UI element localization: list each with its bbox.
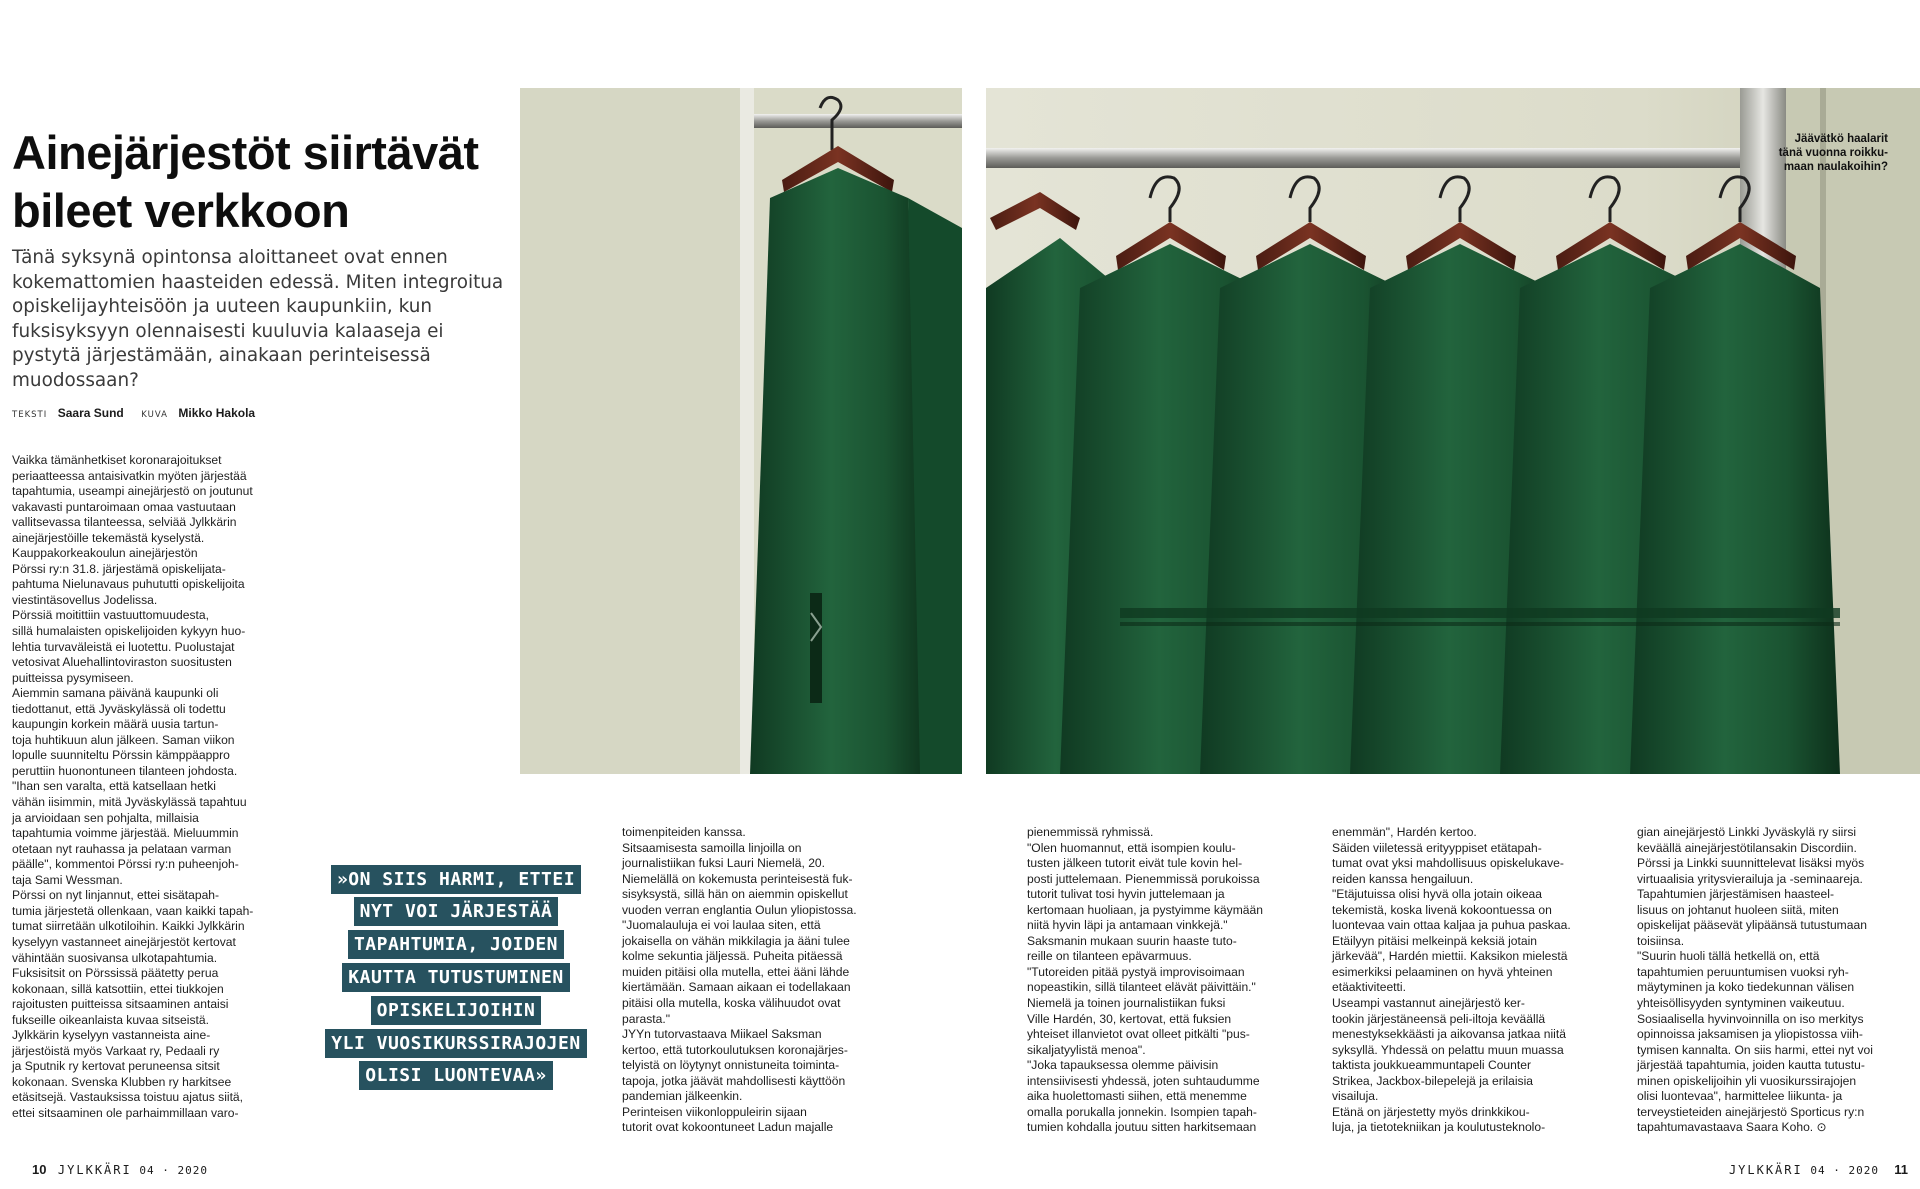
body-text-line: Jylkkärin kyselyyn vastanneista aine- [12, 1028, 211, 1043]
pull-quote-line: »ON SIIS HARMI, ETTEI [331, 865, 581, 894]
body-text-line: "Etäjutuissa olisi hyvä olla jotain oikeaa [1332, 887, 1543, 902]
body-text-line: keväällä ainejärjestötilansakin Discordiin. [1637, 840, 1857, 855]
photo-role-label: KUVA [141, 410, 168, 420]
body-text-line: tumien kohdalla joutuu sitten harkitsemaan [1027, 1120, 1257, 1135]
body-text-line: ja Sputnik ry kertovat peruneensa sitsit [12, 1059, 220, 1074]
body-text-line: olisi luontevaa", harmittelee liikunta- ja [1637, 1089, 1843, 1104]
body-text-line: tapoja, jotka jäävät mahdollisesti käyttöön [622, 1073, 846, 1088]
body-text-line: journalistiikan fuksi Lauri Niemelä, 20. [622, 856, 826, 871]
body-text-line: esimerkiksi pelaaminen on hyvä yhteinen [1332, 964, 1553, 979]
body-text-line: reille on tilanteen epävarmuus. [1027, 949, 1192, 964]
coveralls-photo [520, 88, 1920, 774]
footer-left [32, 1162, 208, 1177]
pull-quote-line: OLISI LUONTEVAA» [359, 1061, 552, 1090]
body-text-line: tookin järjestäneensä peli-iltoja keväällä [1332, 1011, 1546, 1026]
pull-quote-line: YLI VUOSIKURSSIRAJOJEN [325, 1029, 586, 1058]
body-text-line: tutorit ovat kokoontuneet Ladun majalle [622, 1120, 834, 1135]
body-text-line: tumat siirretään ulkotiloihin. Kaikki Jylkkärin [12, 919, 245, 934]
body-text-line: Pörssi on nyt linjannut, ettei sisätapah- [12, 888, 220, 903]
body-text-line: intensiivisesti yhdessä, joten suhtaudumme [1027, 1073, 1260, 1088]
body-text-line: järjestää tapahtumia, joiden kautta tutustu- [1637, 1058, 1865, 1073]
body-text-line: otetaan nyt rauhassa ja pelataan varman [12, 841, 232, 856]
body-text-line: lisuus on johtanut huoleen siitä, miten [1637, 902, 1839, 917]
body-text-line: vallitsevassa tilanteessa, selviää Jylkkärin [12, 515, 237, 530]
body-text-line: toja huhtikuun alun jälkeen. Saman viikon [12, 732, 235, 747]
body-text-line: "Suurin huoli tällä hetkellä on, että [1637, 949, 1820, 964]
body-text-line: reiden kanssa hengailuun. [1332, 871, 1474, 886]
body-column-3 [1027, 825, 1317, 1136]
body-text-line: pitäisi olla mutella, koska välihuudot ovat [622, 996, 841, 1011]
body-text-line: yhteisöllisyyden syntyminen vaikeutuu. [1637, 996, 1845, 1011]
body-text-line: opinnoissa jaksamisen ja yliopistossa viih- [1637, 1027, 1863, 1042]
body-text-line: niitä hyvin läpi ja antamaan vinkkejä." [1027, 918, 1228, 933]
body-text-line: "Juomalauluja ei voi laulaa siten, että [622, 918, 821, 933]
body-text-line: Niemelä ja toinen journalistiikan fuksi [1027, 996, 1226, 1011]
body-text-line: pandemian jälkeenkin. [622, 1089, 743, 1104]
body-text-line: vuoden verran englantia Oulun yliopistossa. [622, 902, 857, 917]
body-text-line: posti juttelemaan. Pienemmissä porukoissa [1027, 871, 1260, 886]
body-text-line: tapahtumia, useampi ainejärjestö on joutunut [12, 484, 253, 499]
body-text-line: kokonaan. Svenska Klubben ry harkitsee [12, 1074, 232, 1089]
body-text-line: Niemelällä on kokemusta perinteisestä fuk- [622, 871, 853, 886]
pull-quote [318, 863, 594, 1093]
body-text-line: Fuksisitsit on Pörssissä päätetty perua [12, 966, 219, 981]
lede-line: pystytä järjestämään, ainakaan perinteisessä [12, 345, 431, 367]
body-column-5 [1637, 825, 1920, 1136]
body-text-line: luontevaa vain ottaa kaljaa ja puhua paskaa. [1332, 918, 1571, 933]
body-text-line: Pörssiä moitittiin vastuuttomuudesta, [12, 608, 209, 623]
body-text-line: JYYn tutorvastaava Miikael Saksman [622, 1027, 822, 1042]
body-text-line: menestyksekkäästi ja aikovansa jatkaa niitä [1332, 1027, 1566, 1042]
body-text-line: kertoo, että tutorkoulutuksen koronajärjes- [622, 1042, 848, 1057]
lede-line: opiskelijayhteisöön ja uuteen kaupunkiin, kun [12, 296, 433, 318]
body-text-line: Tapahtumien järjestämisen haasteel- [1637, 887, 1834, 902]
body-text-line: Perinteisen viikonloppuleirin sijaan [622, 1104, 807, 1119]
lede-line: muodossaan? [12, 369, 139, 391]
article-headline [12, 124, 512, 240]
body-text-line: ettei sitsaaminen ole parhaimmillaan varo- [12, 1105, 239, 1120]
body-text-line: "Ihan sen varalta, että katsellaan hetki [12, 779, 216, 794]
body-text-line: Sitsaamisesta samoilla linjoilla on [622, 840, 802, 855]
caption-line: tänä vuonna roikku- [1778, 147, 1888, 159]
byline [12, 406, 255, 420]
body-text-line: gian ainejärjestö Linkki Jyväskylä ry siirsi [1637, 825, 1857, 839]
lede-line: fuksisyksyyn olennaisesti kuuluvia kalaaseja ei [12, 320, 444, 342]
body-text-line: minen opiskelijoihin yli vuosikurssirajojen [1637, 1073, 1857, 1088]
page-number-left: 10 [32, 1162, 47, 1177]
pull-quote-line: OPISKELIJOIHIN [371, 996, 542, 1025]
body-text-line: omalla porukalla jonnekin. Isompien tapah- [1027, 1104, 1257, 1119]
body-text-line: kokonaan, sillä katsottiin, ettei tiukkojen [12, 981, 224, 996]
body-text-line: fukseille oikeanlaista kuvaa sitseistä. [12, 1012, 209, 1027]
body-text-line: vähän iisimmin, mitä Jyväskylässä tapahtuu [12, 795, 247, 810]
body-text-line: vähintään suosivansa ulkotapahtumia. [12, 950, 218, 965]
body-text-line: kaupungin korkein määrä uusia tartun- [12, 717, 219, 732]
body-text-line: Sosiaalisella hyvinvoinnilla on iso merkitys [1637, 1011, 1864, 1026]
body-text-line: parasta." [622, 1011, 670, 1026]
headline-line-2: bileet verkkoon [12, 184, 350, 237]
body-text-line: yhteiset illanvietot ovat olleet pitkälti "pus- [1027, 1027, 1250, 1042]
body-text-line: etäsitsejä. Vastauksissa toistuu ajatus siitä, [12, 1090, 244, 1105]
body-text-line: Aiemmin samana päivänä kaupunki oli [12, 686, 219, 701]
body-text-line: "Joka tapauksessa olemme päivisin [1027, 1058, 1219, 1073]
body-text-line: syksyllä. Yhdessä on pelattu muun muassa [1332, 1042, 1564, 1057]
body-text-line: Pörssi ry:n 31.8. järjestämä opiskelijata- [12, 561, 226, 576]
body-text-line: luja, ja tietotekniikan ja koulutusteknolo- [1332, 1120, 1546, 1135]
body-text-line: enemmän", Hardén kertoo. [1332, 825, 1477, 839]
caption-line: maan naulakoihin? [1783, 161, 1888, 173]
article-lede [12, 246, 512, 394]
body-text-line: tumat ovat yksi mahdollisuus opiskelukave- [1332, 856, 1564, 871]
body-text-line: rajoitusten puitteissa sitsaaminen antaisi [12, 997, 229, 1012]
body-text-line: sillä humalaisten opiskelijoiden kykyyn huo- [12, 624, 246, 639]
issue-left: 04 · 2020 [139, 1164, 208, 1177]
pull-quote-line: TAPAHTUMIA, JOIDEN [348, 930, 564, 959]
body-text-line: Etänä on järjestetty myös drinkkikou- [1332, 1104, 1530, 1119]
body-text-line: puitteissa pysymiseen. [12, 670, 134, 685]
body-text-line: virtuaalisia yritysvierailuja ja -seminaareja. [1637, 871, 1863, 886]
body-text-line: Saksmanin mukaan suurin haaste tuto- [1027, 933, 1237, 948]
body-text-line: periaatteessa antaisivatkin myöten järjestää [12, 468, 247, 483]
headline-line-1: Ainejärjestöt siirtävät [12, 126, 479, 179]
text-role-label: TEKSTI [12, 410, 48, 420]
body-text-line: ainejärjestöille tekemästä kyselystä. [12, 530, 205, 545]
body-text-line: mäytyminen ja koko tiedekunnan välisen [1637, 980, 1855, 995]
body-text-line: järkevää", Hardén miettii. Kaksikon mielestä [1332, 949, 1568, 964]
body-text-line: Säiden viiletessä erityyppiset etätapah- [1332, 840, 1542, 855]
body-text-line: kiertämään. Samaan aikaan ei todellakaan [622, 980, 851, 995]
body-text-line: tymisen kannalta. On siis harmi, ettei nyt voi [1637, 1042, 1873, 1057]
body-text-line: tutorit tulivat tosi hyvin juttelemaan ja [1027, 887, 1225, 902]
body-column-1 [12, 453, 312, 1122]
magazine-name-left: JYLKKÄRI [57, 1163, 132, 1177]
body-text-line: Etäilyyn pitäisi melkeinpä keksiä jotain [1332, 933, 1538, 948]
body-text-line: Strikea, Jackbox-bilepelejä ja erilaisia [1332, 1073, 1533, 1088]
body-text-line: pahtuma Nielunavaus puhututti opiskelijoita [12, 577, 245, 592]
body-text-line: ja arvioidaan sen pohjalta, millaisia [12, 810, 199, 825]
lede-line: Tänä syksynä opintonsa aloittaneet ovat ennen [12, 247, 448, 268]
body-text-line: tapahtumavastaava Saara Koho. ⊙ [1637, 1120, 1827, 1135]
body-text-line: tekemistä, koska livenä kokoontuessa on [1332, 902, 1552, 917]
body-text-line: vakavasti puntaroimaan omaa vastuutaan [12, 499, 236, 514]
body-text-line: "Tutoreiden pitää pystyä improvisoimaan [1027, 964, 1245, 979]
body-text-line: jokaisella on vähän mikkilagia ja ääni tulee [622, 933, 850, 948]
body-text-line: nopeastikin, sillä tilanteet elävät päivittäin." [1027, 980, 1256, 995]
body-column-4 [1332, 825, 1622, 1136]
magazine-name-right: JYLKKÄRI [1728, 1163, 1803, 1177]
body-text-line: sikaljatyylistä menoa". [1027, 1042, 1146, 1057]
body-text-line: tiedottanut, että Jyväskylässä oli todettu [12, 701, 226, 716]
body-text-line: Ville Hardén, 30, kertovat, että fuksien [1027, 1011, 1232, 1026]
body-text-line: tapahtumien peruuntumisen vuoksi ryh- [1637, 964, 1849, 979]
photo-author: Mikko Hakola [178, 406, 256, 420]
body-text-line: muiden pitäisi olla mutella, ettei ääni lähde [622, 964, 850, 979]
footer-right [1729, 1162, 1908, 1177]
body-text-line: toimenpiteiden kanssa. [622, 825, 746, 839]
page-number-right: 11 [1894, 1162, 1908, 1177]
body-text-line: aika huolettomasti siihen, että menemme [1027, 1089, 1247, 1104]
body-text-line: kyselyyn vastanneet ainejärjestöt kertovat [12, 934, 236, 949]
body-text-line: lehtia turvaväleistä ei luotettu. Puolustajat [12, 639, 235, 654]
body-text-line: opiskelijat pääsevät ylipäänsä tutustumaan [1637, 918, 1867, 933]
body-text-line: Pörssi ja Linkki suunnittelevat lisäksi myös [1637, 856, 1865, 871]
pull-quote-line: NYT VOI JÄRJESTÄÄ [354, 897, 559, 926]
body-text-line: järjestöistä myös Varkaat ry, Pedaali ry [12, 1043, 220, 1058]
photo-caption [1718, 132, 1888, 174]
body-text-line: kolme sekuntia jäljessä. Puheita pitäessä [622, 949, 843, 964]
body-text-line: telyistä on löytynyt onnistuneita toiminta- [622, 1058, 840, 1073]
body-text-line: viestintäsovellus Jodelissa. [12, 592, 158, 607]
body-text-line: Vaikka tämänhetkiset koronarajoitukset [12, 453, 222, 467]
body-text-line: tapahtumia voimme järjestää. Mieluummin [12, 826, 239, 841]
body-text-line: Useampi vastannut ainejärjestö ker- [1332, 996, 1525, 1011]
body-text-line: toisiinsa. [1637, 933, 1685, 948]
body-text-line: taktista joukkueammuntapeli Counter [1332, 1058, 1531, 1073]
body-text-line: etäaktiviteetti. [1332, 980, 1406, 995]
body-text-line: pienemmissä ryhmissä. [1027, 825, 1154, 839]
body-text-line: tusten jälkeen tutorit eivät tule kovin hel- [1027, 856, 1243, 871]
body-text-line: "Olen huomannut, että isompien koulu- [1027, 840, 1236, 855]
caption-line: Jäävätkö haalarit [1794, 133, 1888, 145]
body-text-line: lopulle suunniteltu Pörssin kämppäappro [12, 748, 230, 763]
body-text-line: Kauppakorkeakoulun ainejärjestön [12, 546, 198, 561]
body-text-line: päälle", kommentoi Pörssi ry:n puheenjoh- [12, 857, 239, 872]
text-author: Saara Sund [57, 406, 124, 420]
body-text-line: visailuja. [1332, 1089, 1379, 1104]
body-text-line: tumia järjestetä ollenkaan, vaan kaikki tapah- [12, 903, 254, 918]
body-text-line: vetosivat Aluehallintoviraston suositusten [12, 655, 232, 670]
body-text-line: sisyksystä, sillä hän on aiemmin opiskellut [622, 887, 848, 902]
lede-line: kokemattomien haasteiden edessä. Miten integroitua [12, 271, 504, 293]
body-text-line: terveystieteiden ainejärjestö Sporticus ry:n [1637, 1104, 1865, 1119]
body-column-2 [622, 825, 912, 1136]
body-text-line: peruttiin huonontuneen tilanteen johdosta. [12, 763, 238, 778]
body-text-line: kertomaan huoliaan, ja pystyimme käymään [1027, 902, 1263, 917]
pull-quote-line: KAUTTA TUTUSTUMINEN [342, 963, 569, 992]
body-text-line: taja Sami Wessman. [12, 872, 123, 887]
issue-right: 04 · 2020 [1810, 1164, 1879, 1177]
